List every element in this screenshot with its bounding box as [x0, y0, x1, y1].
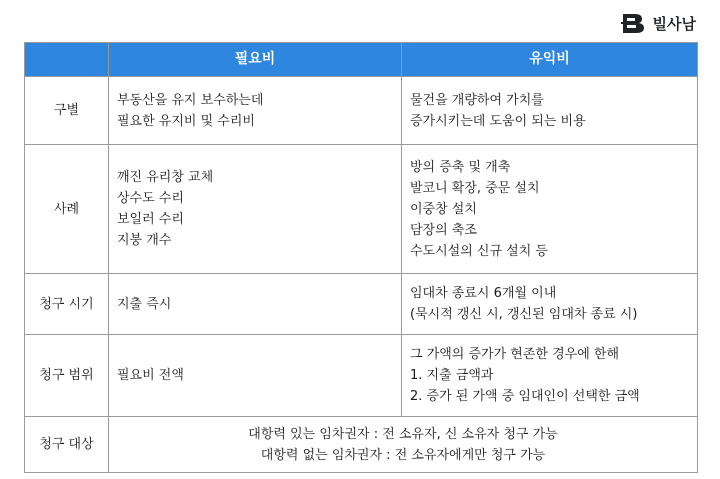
cell-line: 1. 지출 금액과	[410, 368, 494, 383]
cell-line: 깨진 유리창 교체	[117, 170, 214, 185]
row-label: 청구 시기	[25, 274, 109, 335]
cell-line: 방의 증축 및 개축	[410, 159, 511, 175]
useful-cell	[402, 145, 698, 274]
useful-cell	[402, 274, 698, 335]
cell-line: 지붕 개수	[117, 233, 172, 248]
cell-line: 발코니 확장, 중문 설치	[410, 180, 540, 196]
cell-line: 물건을 개량하여 가치를	[410, 92, 544, 108]
cell-line: 지출 즉시	[117, 296, 172, 312]
table-row	[25, 77, 698, 145]
table-row	[25, 335, 698, 417]
row-label: 청구 대상	[25, 417, 109, 473]
cell-line: 그 가액의 증가가 현존한 경우에 한해	[410, 347, 620, 362]
comparison-table	[24, 42, 698, 473]
merged-cell	[109, 417, 698, 473]
necessary-cell	[109, 335, 402, 417]
cell-line: 수도시설의 신규 설치 등	[410, 243, 548, 259]
cell-line: 담장의 축조	[410, 222, 477, 238]
cell-line: 대항력 있는 임차권자 : 전 소유자, 신 소유자 청구 가능	[248, 426, 558, 442]
header-necessary: 필요비	[109, 43, 402, 77]
cell-line: 필요비 전액	[117, 368, 184, 383]
cell-line: 임대차 종료시 6개월 이내	[410, 286, 557, 301]
header-corner	[25, 43, 109, 77]
cell-line: 부동산을 유지 보수하는데	[117, 92, 264, 108]
cell-line: 상수도 수리	[117, 191, 184, 206]
header-row	[25, 43, 698, 77]
table-row	[25, 274, 698, 335]
brand-logo	[621, 12, 696, 34]
cell-line: 증가시키는데 도움이 되는 비용	[410, 113, 586, 129]
brand-name: 빌사남	[652, 14, 696, 33]
cell-line: 보일러 수리	[117, 212, 184, 227]
cell-line: 이중창 설치	[410, 201, 477, 217]
necessary-cell	[109, 145, 402, 274]
cell-line: 필요한 유지비 및 수리비	[117, 113, 255, 129]
table-row	[25, 417, 698, 473]
necessary-cell	[109, 77, 402, 145]
cell-line: 대항력 없는 임차권자 : 전 소유자에게만 청구 가능	[260, 447, 546, 463]
row-label: 사례	[25, 145, 109, 274]
cell-line: 2. 증가 된 가액 중 임대인이 선택한 금액	[410, 389, 640, 404]
header-useful: 유익비	[402, 43, 698, 77]
row-label: 청구 범위	[25, 335, 109, 417]
useful-cell	[402, 77, 698, 145]
necessary-cell	[109, 274, 402, 335]
row-label: 구별	[25, 77, 109, 145]
cell-line: (묵시적 갱신 시, 갱신된 임대차 종료 시)	[410, 307, 638, 322]
table-row	[25, 145, 698, 274]
building-logo-icon	[621, 12, 647, 34]
useful-cell	[402, 335, 698, 417]
